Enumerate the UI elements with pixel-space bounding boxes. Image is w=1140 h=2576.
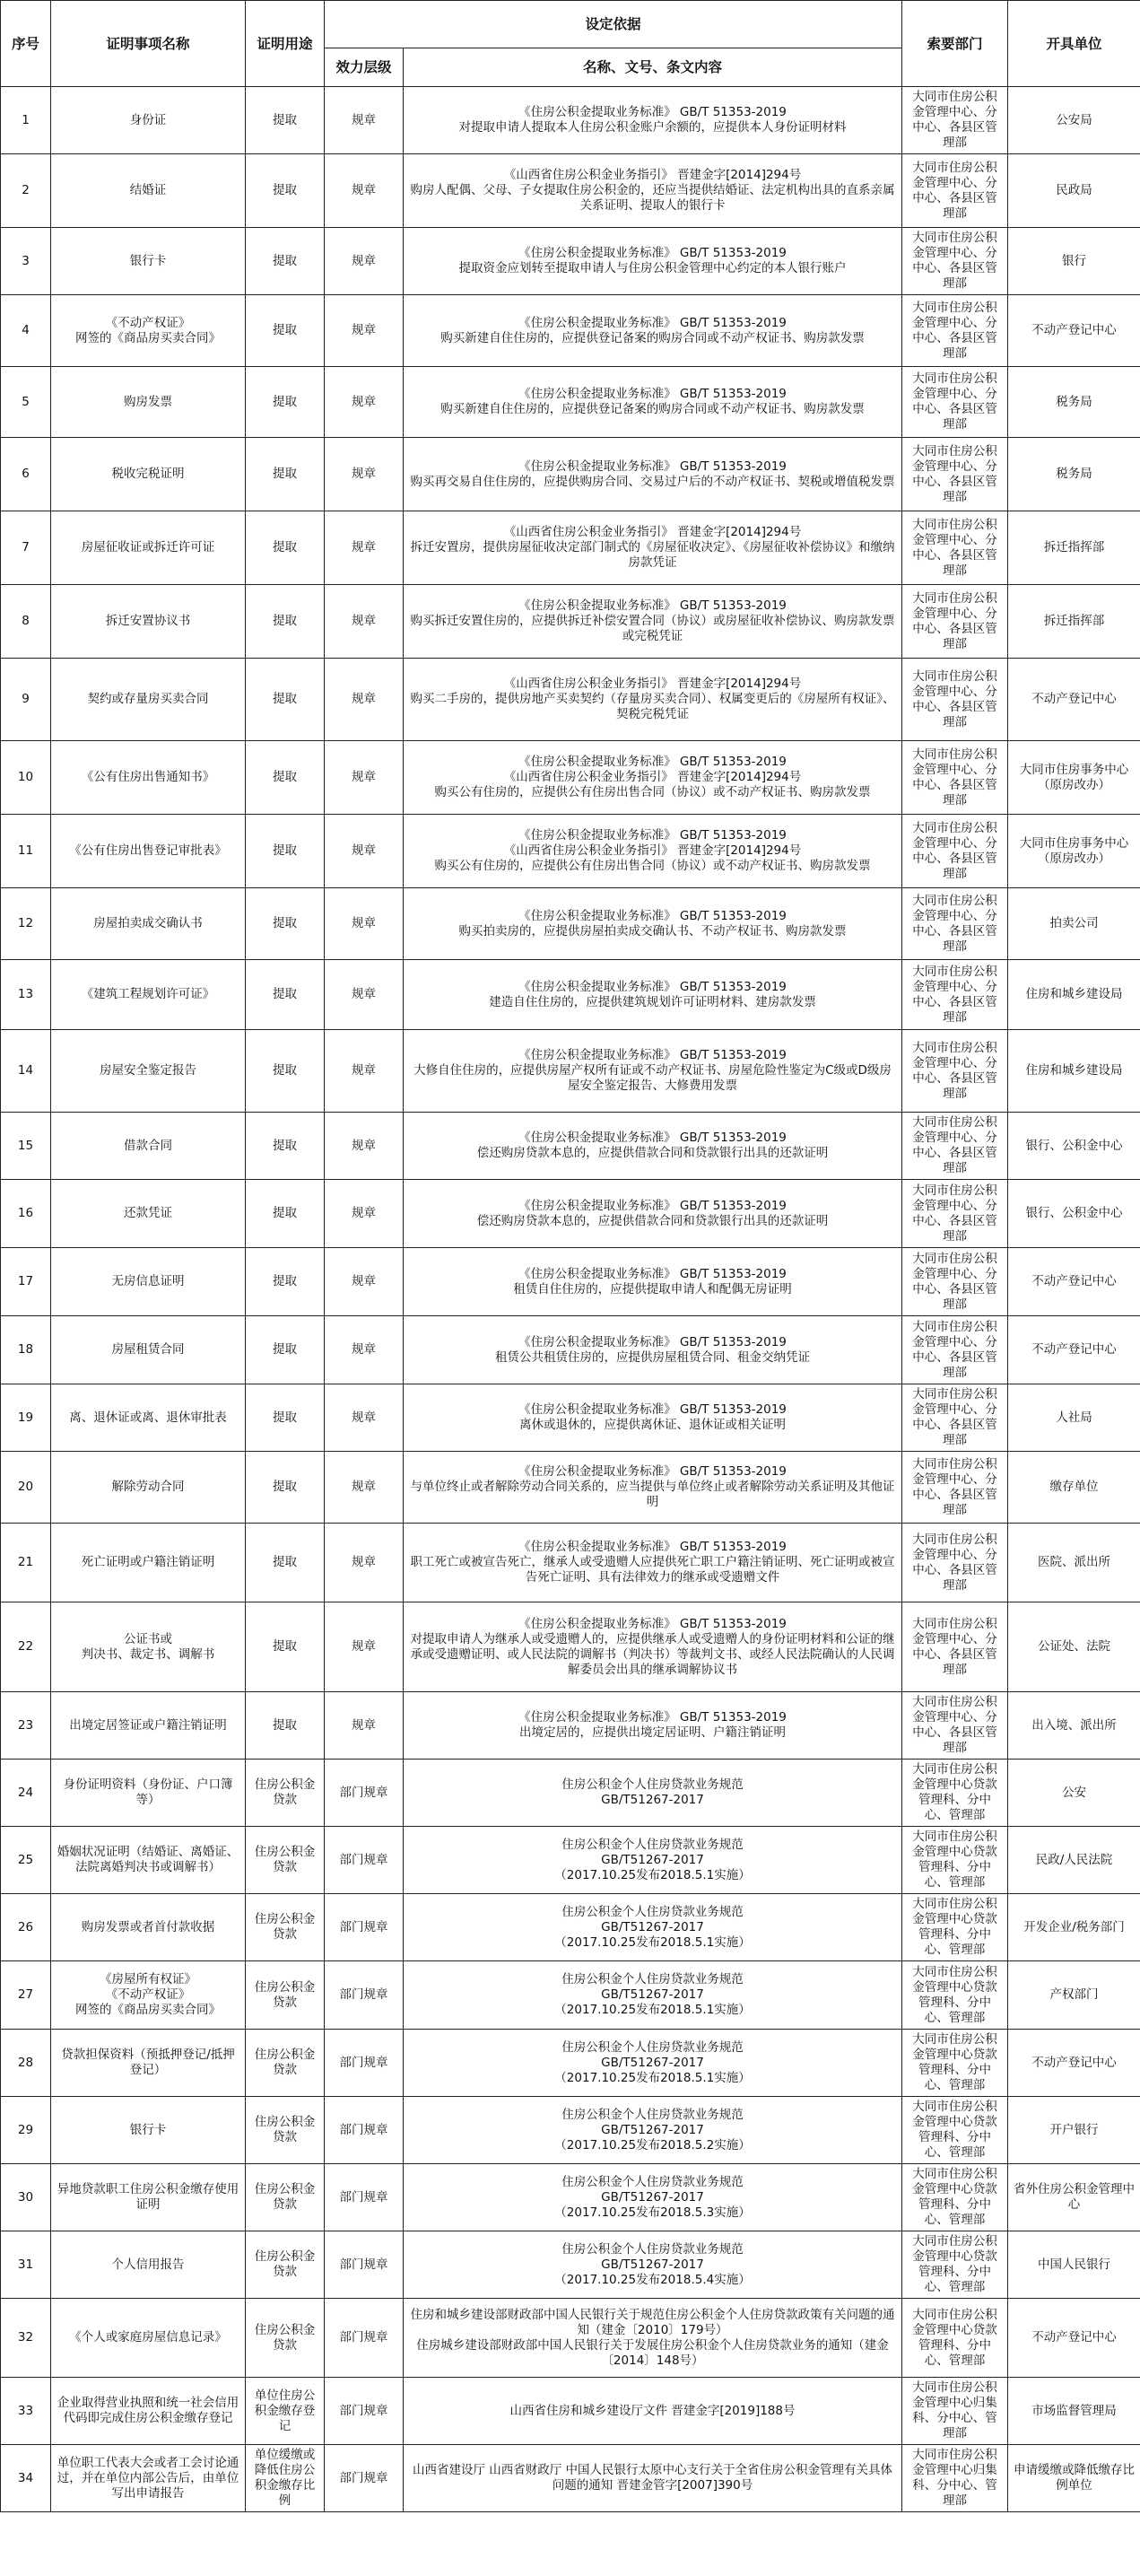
header-name: 证明事项名称: [51, 1, 246, 87]
table-cell-level: 规章: [325, 1248, 404, 1316]
table-cell-use: 提取: [246, 659, 325, 741]
table-cell-level: 规章: [325, 87, 404, 154]
table-cell-issuer: 拍卖公司: [1008, 888, 1140, 960]
table-cell-issuer: 公安: [1008, 1760, 1140, 1827]
table-row: [1, 1692, 1140, 1760]
table-cell-dept: 大同市住房公积金管理中心、分中心、各县区管理部: [902, 1316, 1008, 1384]
table-cell-seq: 31: [1, 2231, 51, 2299]
table-cell-seq: 28: [1, 2030, 51, 2097]
header-seq: 序号: [1, 1, 51, 87]
table-cell-name: 企业取得营业执照和统一社会信用代码即完成住房公积金缴存登记: [51, 2378, 246, 2445]
table-cell-seq: 29: [1, 2097, 51, 2164]
table-cell-dept: 大同市住房公积金管理中心、分中心、各县区管理部: [902, 511, 1008, 585]
table-row: [1, 1961, 1140, 2030]
table-cell-issuer: 拆迁指挥部: [1008, 511, 1140, 585]
table-cell-name: 银行卡: [51, 2097, 246, 2164]
table-row: [1, 960, 1140, 1030]
table-cell-dept: 大同市住房公积金管理中心、分中心、各县区管理部: [902, 438, 1008, 511]
table-cell-basis: 《住房公积金提取业务标准》 GB/T 51353-2019 对提取申请人为继承人或受遗赠人的，应提供继承人或受遗赠人的身份证明材料和公证的继承或受遗赠证明、或人民法院的调解书（判决书）等裁判文书、或经人民法院确认的人民调解委员会出具的继承调解协议书: [404, 1602, 902, 1692]
table-cell-level: 规章: [325, 888, 404, 960]
table-cell-use: 住房公积金贷款: [246, 1894, 325, 1961]
table-cell-level: 规章: [325, 1692, 404, 1760]
table-cell-basis: 《住房公积金提取业务标准》 GB/T 51353-2019 与单位终止或者解除劳动合同关系的，应当提供与单位终止或者解除劳动关系证明及其他证明: [404, 1452, 902, 1524]
table-cell-issuer: 银行: [1008, 228, 1140, 295]
table-cell-use: 住房公积金贷款: [246, 2164, 325, 2231]
table-cell-level: 部门规章: [325, 1894, 404, 1961]
table-cell-issuer: 开发企业/税务部门: [1008, 1894, 1140, 1961]
table-cell-seq: 22: [1, 1602, 51, 1692]
table-row: [1, 87, 1140, 154]
table-row: [1, 1180, 1140, 1248]
table-cell-dept: 大同市住房公积金管理中心贷款管理科、分中心、管理部: [902, 2164, 1008, 2231]
table-cell-basis: 《住房公积金提取业务标准》 GB/T 51353-2019 《山西省住房公积金业务指引》 晋建金字[2014]294号 购买公有住房的，应提供公有住房出售合同（协议）或不动产权证书、购房款发票: [404, 815, 902, 888]
table-cell-issuer: 市场监督管理局: [1008, 2378, 1140, 2445]
table-cell-name: 房屋安全鉴定报告: [51, 1030, 246, 1113]
table-cell-basis: 《山西省住房公积金业务指引》 晋建金字[2014]294号 拆迁安置房，提供房屋征收决定部门制式的《房屋征收决定》、《房屋征收补偿协议》和缴纳房款凭证: [404, 511, 902, 585]
table-cell-issuer: 开户银行: [1008, 2097, 1140, 2164]
table-cell-dept: 大同市住房公积金管理中心、分中心、各县区管理部: [902, 367, 1008, 438]
table-cell-seq: 9: [1, 659, 51, 741]
table-cell-level: 部门规章: [325, 2231, 404, 2299]
table-cell-level: 规章: [325, 960, 404, 1030]
table-cell-seq: 4: [1, 295, 51, 367]
table-cell-issuer: 税务局: [1008, 438, 1140, 511]
table-row: [1, 1113, 1140, 1180]
table-cell-level: 规章: [325, 295, 404, 367]
table-row: [1, 1894, 1140, 1961]
table-cell-name: 结婚证: [51, 154, 246, 228]
table-cell-issuer: 公证处、法院: [1008, 1602, 1140, 1692]
table-cell-name: 购房发票: [51, 367, 246, 438]
table-cell-name: 契约或存量房买卖合同: [51, 659, 246, 741]
table-cell-issuer: 不动产登记中心: [1008, 2299, 1140, 2378]
table-cell-dept: 大同市住房公积金管理中心贷款管理科、分中心、管理部: [902, 2030, 1008, 2097]
table-cell-basis: 住房公积金个人住房贷款业务规范 GB/T51267-2017: [404, 1760, 902, 1827]
table-cell-issuer: 银行、公积金中心: [1008, 1113, 1140, 1180]
table-cell-use: 提取: [246, 154, 325, 228]
table-cell-basis: 《住房公积金提取业务标准》 GB/T 51353-2019 离休或退休的，应提供离休证、退休证或相关证明: [404, 1384, 902, 1452]
table-row: [1, 2231, 1140, 2299]
table-cell-level: 部门规章: [325, 2378, 404, 2445]
table-cell-name: 税收完税证明: [51, 438, 246, 511]
table-row: [1, 1602, 1140, 1692]
table-cell-name: 《公有住房出售通知书》: [51, 741, 246, 815]
table-cell-basis: 《住房公积金提取业务标准》 GB/T 51353-2019 对提取申请人提取本人住房公积金账户余额的，应提供本人身份证明材料: [404, 87, 902, 154]
table-cell-seq: 23: [1, 1692, 51, 1760]
table-cell-seq: 33: [1, 2378, 51, 2445]
table-cell-dept: 大同市住房公积金管理中心、分中心、各县区管理部: [902, 228, 1008, 295]
table-cell-basis: 《住房公积金提取业务标准》 GB/T 51353-2019 购买再交易自住住房的，应提供购房合同、交易过户后的不动产权证书、契税或增值税发票: [404, 438, 902, 511]
table-cell-seq: 2: [1, 154, 51, 228]
table-cell-issuer: 人社局: [1008, 1384, 1140, 1452]
table-cell-dept: 大同市住房公积金管理中心、分中心、各县区管理部: [902, 1524, 1008, 1602]
table-cell-seq: 24: [1, 1760, 51, 1827]
table-cell-level: 规章: [325, 367, 404, 438]
table-cell-seq: 20: [1, 1452, 51, 1524]
table-row: [1, 228, 1140, 295]
table-row: [1, 1384, 1140, 1452]
table-cell-dept: 大同市住房公积金管理中心归集科、分中心、管理部: [902, 2378, 1008, 2445]
table-cell-use: 单位住房公积金缴存登记: [246, 2378, 325, 2445]
table-cell-use: 提取: [246, 1692, 325, 1760]
table-cell-basis: 《住房公积金提取业务标准》 GB/T 51353-2019 租赁公共租赁住房的，应提供房屋租赁合同、租金交纳凭证: [404, 1316, 902, 1384]
table-cell-dept: 大同市住房公积金管理中心、分中心、各县区管理部: [902, 659, 1008, 741]
table-cell-dept: 大同市住房公积金管理中心贷款管理科、分中心、管理部: [902, 1961, 1008, 2030]
table-cell-seq: 6: [1, 438, 51, 511]
table-cell-use: 提取: [246, 585, 325, 659]
table-cell-use: 提取: [246, 1602, 325, 1692]
table-cell-use: 住房公积金贷款: [246, 1961, 325, 2030]
table-cell-level: 规章: [325, 1180, 404, 1248]
table-cell-dept: 大同市住房公积金管理中心、分中心、各县区管理部: [902, 154, 1008, 228]
table-cell-use: 住房公积金贷款: [246, 1827, 325, 1894]
table-row: [1, 295, 1140, 367]
table-cell-level: 规章: [325, 1384, 404, 1452]
table-cell-dept: 大同市住房公积金管理中心贷款管理科、分中心、管理部: [902, 1827, 1008, 1894]
table-cell-use: 提取: [246, 1113, 325, 1180]
table-cell-level: 规章: [325, 1452, 404, 1524]
table-cell-level: 规章: [325, 438, 404, 511]
table-cell-use: 提取: [246, 295, 325, 367]
table-cell-basis: 《山西省住房公积金业务指引》 晋建金字[2014]294号 购房人配偶、父母、子女提取住房公积金的，还应当提供结婚证、法定机构出具的直系亲属关系证明、提取人的银行卡: [404, 154, 902, 228]
table-cell-use: 提取: [246, 87, 325, 154]
table-row: [1, 1248, 1140, 1316]
table-row: [1, 1452, 1140, 1524]
table-cell-seq: 18: [1, 1316, 51, 1384]
table-cell-name: 房屋拍卖成交确认书: [51, 888, 246, 960]
table-cell-seq: 14: [1, 1030, 51, 1113]
table-cell-dept: 大同市住房公积金管理中心、分中心、各县区管理部: [902, 1692, 1008, 1760]
table-cell-name: 婚姻状况证明（结婚证、离婚证、法院离婚判决书或调解书）: [51, 1827, 246, 1894]
table-cell-issuer: 不动产登记中心: [1008, 2030, 1140, 2097]
table-cell-issuer: 省外住房公积金管理中心: [1008, 2164, 1140, 2231]
table-cell-name: 拆迁安置协议书: [51, 585, 246, 659]
table-row: [1, 1524, 1140, 1602]
table-cell-use: 提取: [246, 367, 325, 438]
table-cell-level: 规章: [325, 1524, 404, 1602]
table-cell-seq: 16: [1, 1180, 51, 1248]
table-cell-seq: 7: [1, 511, 51, 585]
table-cell-dept: 大同市住房公积金管理中心、分中心、各县区管理部: [902, 1602, 1008, 1692]
header-basis: 设定依据: [325, 1, 902, 48]
table-cell-issuer: 民政局: [1008, 154, 1140, 228]
table-row: [1, 367, 1140, 438]
table-cell-issuer: 拆迁指挥部: [1008, 585, 1140, 659]
table-cell-dept: 大同市住房公积金管理中心、分中心、各县区管理部: [902, 1384, 1008, 1452]
table-cell-seq: 25: [1, 1827, 51, 1894]
table-cell-dept: 大同市住房公积金管理中心、分中心、各县区管理部: [902, 1180, 1008, 1248]
table-cell-issuer: 住房和城乡建设局: [1008, 1030, 1140, 1113]
table-cell-seq: 3: [1, 228, 51, 295]
table-cell-use: 提取: [246, 741, 325, 815]
table-cell-basis: 住房和城乡建设部财政部中国人民银行关于规范住房公积金个人住房贷款政策有关问题的通知（建金〔2010〕179号） 住房城乡建设部财政部中国人民银行关于发展住房公积金个人住房贷款业务的通知（建金〔2014〕148号）: [404, 2299, 902, 2378]
table-cell-basis: 住房公积金个人住房贷款业务规范 GB/T51267-2017 （2017.10.25发布2018.5.1实施）: [404, 1894, 902, 1961]
table-cell-use: 提取: [246, 1384, 325, 1452]
table-cell-use: 提取: [246, 815, 325, 888]
table-cell-use: 住房公积金贷款: [246, 2231, 325, 2299]
table-cell-level: 规章: [325, 1113, 404, 1180]
table-cell-basis: 山西省住房和城乡建设厅文件 晋建金字[2019]188号: [404, 2378, 902, 2445]
table-cell-use: 单位缓缴或降低住房公积金缴存比例: [246, 2445, 325, 2512]
table-cell-name: 异地贷款职工住房公积金缴存使用证明: [51, 2164, 246, 2231]
table-row: [1, 659, 1140, 741]
table-row: [1, 2445, 1140, 2512]
table-cell-level: 部门规章: [325, 2030, 404, 2097]
table-cell-dept: 大同市住房公积金管理中心贷款管理科、分中心、管理部: [902, 2097, 1008, 2164]
table-cell-seq: 27: [1, 1961, 51, 2030]
table-cell-use: 提取: [246, 1248, 325, 1316]
table-cell-name: 解除劳动合同: [51, 1452, 246, 1524]
table-cell-basis: 《住房公积金提取业务标准》 GB/T 51353-2019 租赁自住住房的，应提供提取申请人和配偶无房证明: [404, 1248, 902, 1316]
table-cell-basis: 住房公积金个人住房贷款业务规范 GB/T51267-2017 （2017.10.25发布2018.5.4实施）: [404, 2231, 902, 2299]
table-cell-name: 还款凭证: [51, 1180, 246, 1248]
table-cell-seq: 13: [1, 960, 51, 1030]
table-cell-name: 房屋征收证或拆迁许可证: [51, 511, 246, 585]
table-cell-use: 提取: [246, 1030, 325, 1113]
table-cell-level: 规章: [325, 659, 404, 741]
table-cell-dept: 大同市住房公积金管理中心、分中心、各县区管理部: [902, 585, 1008, 659]
table-cell-basis: 《住房公积金提取业务标准》 GB/T 51353-2019 偿还购房贷款本息的，应提供借款合同和贷款银行出具的还款证明: [404, 1113, 902, 1180]
table-cell-issuer: 不动产登记中心: [1008, 1248, 1140, 1316]
table-cell-seq: 34: [1, 2445, 51, 2512]
table-cell-name: 身份证: [51, 87, 246, 154]
table-cell-use: 住房公积金贷款: [246, 2030, 325, 2097]
table-cell-issuer: 民政/人民法院: [1008, 1827, 1140, 1894]
table-cell-seq: 1: [1, 87, 51, 154]
table-cell-issuer: 缴存单位: [1008, 1452, 1140, 1524]
table-cell-dept: 大同市住房公积金管理中心、分中心、各县区管理部: [902, 960, 1008, 1030]
table-cell-name: 购房发票或者首付款收据: [51, 1894, 246, 1961]
table-cell-name: 借款合同: [51, 1113, 246, 1180]
table-cell-use: 提取: [246, 438, 325, 511]
table-cell-level: 规章: [325, 1316, 404, 1384]
table-cell-name: 无房信息证明: [51, 1248, 246, 1316]
table-cell-level: 规章: [325, 154, 404, 228]
table-cell-basis: 《住房公积金提取业务标准》 GB/T 51353-2019 《山西省住房公积金业务指引》 晋建金字[2014]294号 购买公有住房的，应提供公有住房出售合同（协议）或不动产权证书、购房款发票: [404, 741, 902, 815]
table-cell-name: 单位职工代表大会或者工会讨论通过，并在单位内部公告后，由单位写出申请报告: [51, 2445, 246, 2512]
table-cell-use: 提取: [246, 511, 325, 585]
table-cell-seq: 12: [1, 888, 51, 960]
table-cell-name: 身份证明资料（身份证、户口簿等）: [51, 1760, 246, 1827]
table-cell-basis: 《山西省住房公积金业务指引》 晋建金字[2014]294号 购买二手房的，提供房地产买卖契约（存量房买卖合同）、权属变更后的《房屋所有权证》、契税完税凭证: [404, 659, 902, 741]
table-cell-seq: 30: [1, 2164, 51, 2231]
table-cell-issuer: 公安局: [1008, 87, 1140, 154]
table-row: [1, 2164, 1140, 2231]
table-cell-issuer: 医院、派出所: [1008, 1524, 1140, 1602]
table-cell-seq: 8: [1, 585, 51, 659]
table-cell-name: 《个人或家庭房屋信息记录》: [51, 2299, 246, 2378]
table-cell-level: 部门规章: [325, 1827, 404, 1894]
table-cell-seq: 21: [1, 1524, 51, 1602]
table-cell-use: 提取: [246, 960, 325, 1030]
table-cell-level: 部门规章: [325, 2299, 404, 2378]
table-cell-dept: 大同市住房公积金管理中心、分中心、各县区管理部: [902, 888, 1008, 960]
table-cell-level: 部门规章: [325, 1760, 404, 1827]
table-cell-name: 《房屋所有权证》 《不动产权证》 网签的《商品房买卖合同》: [51, 1961, 246, 2030]
table-cell-basis: 《住房公积金提取业务标准》 GB/T 51353-2019 出境定居的，应提供出境定居证明、户籍注销证明: [404, 1692, 902, 1760]
table-cell-use: 提取: [246, 228, 325, 295]
table-row: [1, 154, 1140, 228]
table-cell-basis: 住房公积金个人住房贷款业务规范 GB/T51267-2017 （2017.10.25发布2018.5.1实施）: [404, 2030, 902, 2097]
table-cell-issuer: 产权部门: [1008, 1961, 1140, 2030]
table-cell-name: 出境定居签证或户籍注销证明: [51, 1692, 246, 1760]
table-cell-basis: 山西省建设厅 山西省财政厅 中国人民银行太原中心支行关于全省住房公积金管理有关具体问题的通知 晋建金管字[2007]390号: [404, 2445, 902, 2512]
header-issuer: 开具单位: [1008, 1, 1140, 87]
table-cell-level: 部门规章: [325, 2445, 404, 2512]
table-cell-dept: 大同市住房公积金管理中心、分中心、各县区管理部: [902, 1030, 1008, 1113]
table-cell-dept: 大同市住房公积金管理中心贷款管理科、分中心、管理部: [902, 1894, 1008, 1961]
header-dept: 索要部门: [902, 1, 1008, 87]
table-cell-dept: 大同市住房公积金管理中心归集科、分中心、管理部: [902, 2445, 1008, 2512]
table-row: [1, 1827, 1140, 1894]
table-cell-dept: 大同市住房公积金管理中心、分中心、各县区管理部: [902, 295, 1008, 367]
table-cell-seq: 11: [1, 815, 51, 888]
table-row: [1, 438, 1140, 511]
table-cell-seq: 26: [1, 1894, 51, 1961]
table-cell-use: 提取: [246, 1180, 325, 1248]
table-cell-issuer: 不动产登记中心: [1008, 1316, 1140, 1384]
table-cell-dept: 大同市住房公积金管理中心、分中心、各县区管理部: [902, 1113, 1008, 1180]
header-basis-detail: 名称、文号、条文内容: [404, 48, 902, 87]
table-cell-name: 公证书或 判决书、裁定书、调解书: [51, 1602, 246, 1692]
table-row: [1, 741, 1140, 815]
table-cell-basis: 《住房公积金提取业务标准》 GB/T 51353-2019 购买新建自住住房的，应提供登记备案的购房合同或不动产权证书、购房款发票: [404, 367, 902, 438]
table-cell-basis: 住房公积金个人住房贷款业务规范 GB/T51267-2017 （2017.10.25发布2018.5.3实施）: [404, 2164, 902, 2231]
table-cell-name: 《建筑工程规划许可证》: [51, 960, 246, 1030]
table-cell-issuer: 大同市住房事务中心（原房改办）: [1008, 815, 1140, 888]
table-cell-dept: 大同市住房公积金管理中心贷款管理科、分中心、管理部: [902, 1760, 1008, 1827]
table-cell-use: 提取: [246, 1452, 325, 1524]
table-cell-name: 《不动产权证》 网签的《商品房买卖合同》: [51, 295, 246, 367]
table-cell-dept: 大同市住房公积金管理中心、分中心、各县区管理部: [902, 1452, 1008, 1524]
table-cell-level: 部门规章: [325, 2164, 404, 2231]
table-cell-name: 个人信用报告: [51, 2231, 246, 2299]
table-cell-dept: 大同市住房公积金管理中心、分中心、各县区管理部: [902, 741, 1008, 815]
table-cell-issuer: 银行、公积金中心: [1008, 1180, 1140, 1248]
table-cell-level: 规章: [325, 1030, 404, 1113]
table-cell-level: 部门规章: [325, 2097, 404, 2164]
table-cell-dept: 大同市住房公积金管理中心贷款管理科、分中心、管理部: [902, 2231, 1008, 2299]
table-row: [1, 815, 1140, 888]
table-cell-level: 规章: [325, 585, 404, 659]
table-cell-issuer: 中国人民银行: [1008, 2231, 1140, 2299]
table-cell-issuer: 不动产登记中心: [1008, 659, 1140, 741]
table-cell-seq: 5: [1, 367, 51, 438]
table-cell-issuer: 出入境、派出所: [1008, 1692, 1140, 1760]
table-cell-issuer: 住房和城乡建设局: [1008, 960, 1140, 1030]
table-cell-use: 住房公积金贷款: [246, 1760, 325, 1827]
table-cell-seq: 32: [1, 2299, 51, 2378]
table-cell-seq: 17: [1, 1248, 51, 1316]
table-cell-basis: 《住房公积金提取业务标准》 GB/T 51353-2019 购买拆迁安置住房的，应提供拆迁补偿安置合同（协议）或房屋征收补偿协议、购房款发票或完税凭证: [404, 585, 902, 659]
table-row: [1, 888, 1140, 960]
table-row: [1, 1760, 1140, 1827]
table-cell-dept: 大同市住房公积金管理中心、分中心、各县区管理部: [902, 87, 1008, 154]
table-cell-basis: 《住房公积金提取业务标准》 GB/T 51353-2019 大修自住住房的，应提供房屋产权所有证或不动产权证书、房屋危险性鉴定为C级或D级房屋安全鉴定报告、大修费用发票: [404, 1030, 902, 1113]
table-cell-basis: 住房公积金个人住房贷款业务规范 GB/T51267-2017 （2017.10.25发布2018.5.2实施）: [404, 2097, 902, 2164]
table-cell-level: 规章: [325, 228, 404, 295]
table-cell-use: 提取: [246, 1316, 325, 1384]
table-cell-basis: 《住房公积金提取业务标准》 GB/T 51353-2019 偿还购房贷款本息的，应提供借款合同和贷款银行出具的还款证明: [404, 1180, 902, 1248]
table-cell-name: 《公有住房出售登记审批表》: [51, 815, 246, 888]
table-cell-name: 离、退休证或离、退休审批表: [51, 1384, 246, 1452]
table-cell-seq: 10: [1, 741, 51, 815]
table-row: [1, 2030, 1140, 2097]
table-cell-seq: 15: [1, 1113, 51, 1180]
table-cell-basis: 《住房公积金提取业务标准》 GB/T 51353-2019 购买拍卖房的，应提供房屋拍卖成交确认书、不动产权证书、购房款发票: [404, 888, 902, 960]
table-cell-basis: 《住房公积金提取业务标准》 GB/T 51353-2019 购买新建自住住房的，应提供登记备案的购房合同或不动产权证书、购房款发票: [404, 295, 902, 367]
header-level: 效力层级: [325, 48, 404, 87]
table-cell-seq: 19: [1, 1384, 51, 1452]
table-cell-basis: 《住房公积金提取业务标准》 GB/T 51353-2019 建造自住住房的，应提供建筑规划许可证明材料、建房款发票: [404, 960, 902, 1030]
table-cell-use: 提取: [246, 1524, 325, 1602]
table-cell-name: 房屋租赁合同: [51, 1316, 246, 1384]
table-row: [1, 2299, 1140, 2378]
table-row: [1, 2097, 1140, 2164]
table-cell-use: 住房公积金贷款: [246, 2299, 325, 2378]
table-row: [1, 1316, 1140, 1384]
table-cell-basis: 《住房公积金提取业务标准》 GB/T 51353-2019 职工死亡或被宣告死亡，继承人或受遗赠人应提供死亡职工户籍注销证明、死亡证明或被宣告死亡证明、具有法律效力的继承或受遗赠文件: [404, 1524, 902, 1602]
table-cell-issuer: 税务局: [1008, 367, 1140, 438]
table-cell-name: 银行卡: [51, 228, 246, 295]
table-row: [1, 585, 1140, 659]
table-cell-dept: 大同市住房公积金管理中心、分中心、各县区管理部: [902, 815, 1008, 888]
table-cell-use: 提取: [246, 888, 325, 960]
header-use: 证明用途: [246, 1, 325, 87]
table-cell-issuer: 申请缓缴或降低缴存比例单位: [1008, 2445, 1140, 2512]
table-cell-basis: 《住房公积金提取业务标准》 GB/T 51353-2019 提取资金应划转至提取申请人与住房公积金管理中心约定的本人银行账户: [404, 228, 902, 295]
table-cell-level: 规章: [325, 1602, 404, 1692]
table-cell-basis: 住房公积金个人住房贷款业务规范 GB/T51267-2017 （2017.10.25发布2018.5.1实施）: [404, 1827, 902, 1894]
table-row: [1, 1030, 1140, 1113]
table-cell-issuer: 不动产登记中心: [1008, 295, 1140, 367]
table-cell-issuer: 大同市住房事务中心（原房改办）: [1008, 741, 1140, 815]
table-cell-level: 规章: [325, 741, 404, 815]
table-cell-basis: 住房公积金个人住房贷款业务规范 GB/T51267-2017 （2017.10.25发布2018.5.1实施）: [404, 1961, 902, 2030]
table-cell-use: 住房公积金贷款: [246, 2097, 325, 2164]
table-cell-name: 死亡证明或户籍注销证明: [51, 1524, 246, 1602]
table-cell-level: 规章: [325, 511, 404, 585]
table-cell-name: 贷款担保资料（预抵押登记/抵押登记）: [51, 2030, 246, 2097]
table-cell-dept: 大同市住房公积金管理中心贷款管理科、分中心、管理部: [902, 2299, 1008, 2378]
table-cell-dept: 大同市住房公积金管理中心、分中心、各县区管理部: [902, 1248, 1008, 1316]
table-row: [1, 2378, 1140, 2445]
table-cell-level: 规章: [325, 815, 404, 888]
table-row: [1, 511, 1140, 585]
table-cell-level: 部门规章: [325, 1961, 404, 2030]
